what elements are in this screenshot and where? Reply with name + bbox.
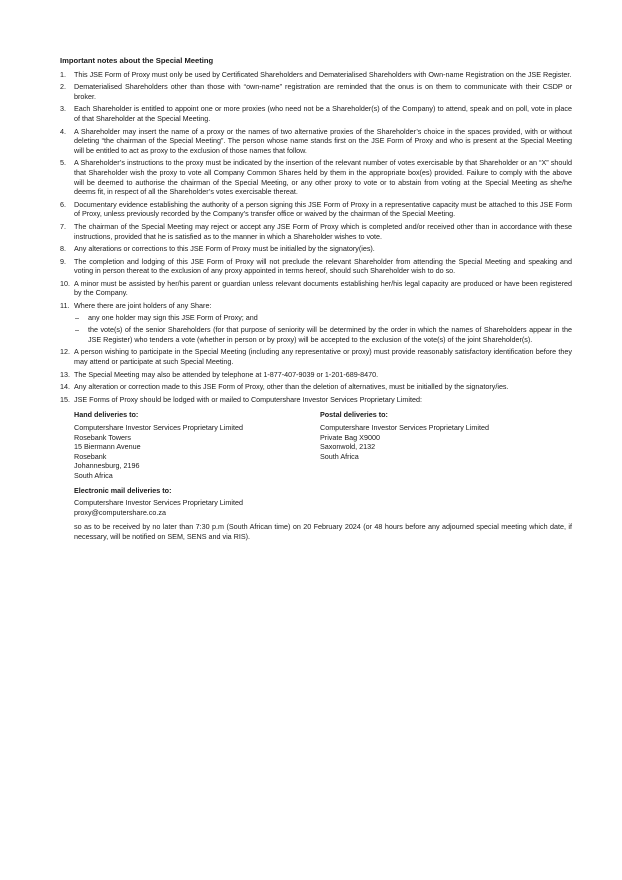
sub-item-text: the vote(s) of the senior Shareholders (for that purpose of seniority will be determined by the order in which the names of Shareholders appear in the JSE Register) who tenders a vote (whether in person or by proxy) will be accepted to the exclusion of the vote(s) of the joint Shareholder(s).: [88, 325, 572, 344]
note-item: [60, 279, 572, 298]
note-item: [60, 382, 572, 392]
document-page: [60, 56, 572, 542]
address-line: 15 Biermann Avenue: [74, 442, 141, 452]
note-text: A person wishing to participate in the Special Meeting (including any representative or proxy) must provide reasonably satisfactory identification before they may attend or participate at such Special Meeting.: [74, 347, 572, 367]
note-text: The chairman of the Special Meeting may reject or accept any JSE Form of Proxy which is completed and/or received other than in accordance with these instructions, provided that he is satisfied as to the manner in which a Shareholder wishes to vote.: [74, 221, 572, 241]
address-line: Computershare Investor Services Proprietary Limited: [74, 498, 243, 508]
note-number: 1.: [60, 69, 66, 79]
note-item: [60, 200, 572, 219]
note-number: 13.: [60, 369, 70, 379]
note-text: Any alterations or corrections to this JSE Form of Proxy must be initialled by the signatory(ies).: [74, 244, 375, 254]
note-text: This JSE Form of Proxy must only be used by Certificated Shareholders and Dematerialised Shareholders with Own-name Registration on the JSE Register.: [74, 69, 572, 79]
note-number: 14.: [60, 382, 70, 392]
note-number: 4.: [60, 126, 66, 136]
note-text: A Shareholder’s instructions to the proxy must be indicated by the insertion of the relevant number of votes exercisable by that Shareholder or an “X” should that Shareholder wish the proxy to vote all Company Common Shares held by them in the appropriate box(es) provided. Failure to comply with the above will be deemed to authorise the chairman of the Special Meeting, or any other proxy to vote or to abstain from voting at the Special Meeting as she/he deems fit, in respect of all the Shareholder’s votes exercisable thereat.: [74, 158, 572, 197]
note-text: A minor must be assisted by her/his parent or guardian unless relevant documents establishing her/his legal capacity are produced or have been registered by the Company.: [74, 278, 572, 298]
note-text: The Special Meeting may also be attended by telephone at 1-877-407-9039 or 1-201-689-8470.: [74, 369, 379, 379]
email-deliveries-title: Electronic mail deliveries to:: [74, 485, 172, 495]
note-number: 11.: [60, 301, 70, 311]
note-item: [60, 158, 572, 196]
note-item: [60, 82, 572, 101]
postal-deliveries-title: Postal deliveries to:: [320, 410, 388, 420]
note-number: 2.: [60, 82, 66, 92]
address-line: South Africa: [74, 470, 113, 480]
note-item: [60, 222, 572, 241]
address-line: Computershare Investor Services Proprietary Limited: [74, 423, 243, 432]
note-text: JSE Forms of Proxy should be lodged with or mailed to Computershare Investor Services Proprietary Limited:: [74, 394, 422, 404]
note-text: Dematerialised Shareholders other than those with “own-name” registration are reminded that the onus is on them to communicate with their CSDP or broker.: [74, 82, 572, 101]
note-text: Documentary evidence establishing the authority of a person signing this JSE Form of Proxy in a representative capacity must be attached to this JSE Form of Proxy, unless previously recorded by the Company’s transfer office or waived by the chairman of the Special Meeting.: [74, 199, 572, 219]
email-deliveries: [74, 486, 572, 518]
dash-bullet: –: [75, 312, 79, 322]
address-line: Saxonwold, 2132: [320, 442, 376, 452]
closing-paragraph: so as to be received by no later than 7:30 p.m (South African time) on 20 February 2024 (or 48 hours before any adjourned special meeting which date, if necessary, will be notified on SEM, SENS and via RIS).: [74, 522, 572, 541]
notes-list: [60, 70, 572, 405]
email-address: proxy@computershare.co.za: [74, 507, 166, 517]
note-number: 3.: [60, 104, 66, 114]
address-line: Johannesburg, 2196: [74, 461, 140, 471]
postal-deliveries: [320, 410, 566, 480]
address-line: Rosebank: [74, 451, 107, 461]
note-item: [60, 347, 572, 366]
section-heading: Important notes about the Special Meeting: [60, 56, 214, 65]
note-item: [60, 70, 572, 80]
address-line: Rosebank Towers: [74, 432, 131, 442]
address-line: South Africa: [320, 451, 359, 461]
dash-bullet: –: [75, 325, 79, 335]
delivery-addresses: [74, 410, 572, 480]
note-item: [60, 127, 572, 156]
note-item: [60, 395, 572, 405]
address-line: Private Bag X9000: [320, 432, 380, 442]
hand-deliveries: [74, 410, 320, 480]
note-number: 8.: [60, 244, 66, 254]
address-line: Computershare Investor Services Proprietary Limited: [320, 423, 489, 432]
note-item: [60, 104, 572, 123]
note-number: 6.: [60, 199, 66, 209]
note-number: 10.: [60, 278, 70, 288]
note-text: Each Shareholder is entitled to appoint one or more proxies (who need not be a Shareholder(s) of the Company) to attend, speak and on poll, vote in place of that Shareholder at the Special Meeting.: [74, 104, 572, 123]
note-number: 12.: [60, 347, 70, 357]
note-item: [60, 301, 572, 344]
note-text: The completion and lodging of this JSE Form of Proxy will not preclude the relevant Shareholder from attending the Special Meeting and speaking and voting in person thereat to the exclusion of any proxy appointed in terms hereof, should such Shareholder wish to do so.: [74, 256, 572, 276]
note-text: Where there are joint holders of any Share:: [74, 301, 212, 311]
note-number: 7.: [60, 221, 66, 231]
note-number: 15.: [60, 394, 70, 404]
sub-item: [74, 313, 572, 323]
sub-item-text: any one holder may sign this JSE Form of Proxy; and: [88, 312, 258, 322]
hand-deliveries-title: Hand deliveries to:: [74, 410, 139, 420]
note-item: [60, 257, 572, 276]
sub-item: [74, 325, 572, 344]
note-item: [60, 370, 572, 380]
note-text: Any alteration or correction made to this JSE Form of Proxy, other than the deletion of alternatives, must be initialled by the signatory/ies.: [74, 382, 509, 392]
note-number: 9.: [60, 256, 66, 266]
note-number: 5.: [60, 158, 66, 168]
joint-holders-list: [74, 313, 572, 345]
note-item: [60, 244, 572, 254]
note-text: A Shareholder may insert the name of a proxy or the names of two alternative proxies of the Shareholder’s choice in the spaces provided, with or without deleting “the chairman of the Special Meeting”. The person whose name stands first on the JSE Form of Proxy and who is present at the Special Meeting will be entitled to act as proxy to the exclusion of those names that follow.: [74, 126, 572, 155]
